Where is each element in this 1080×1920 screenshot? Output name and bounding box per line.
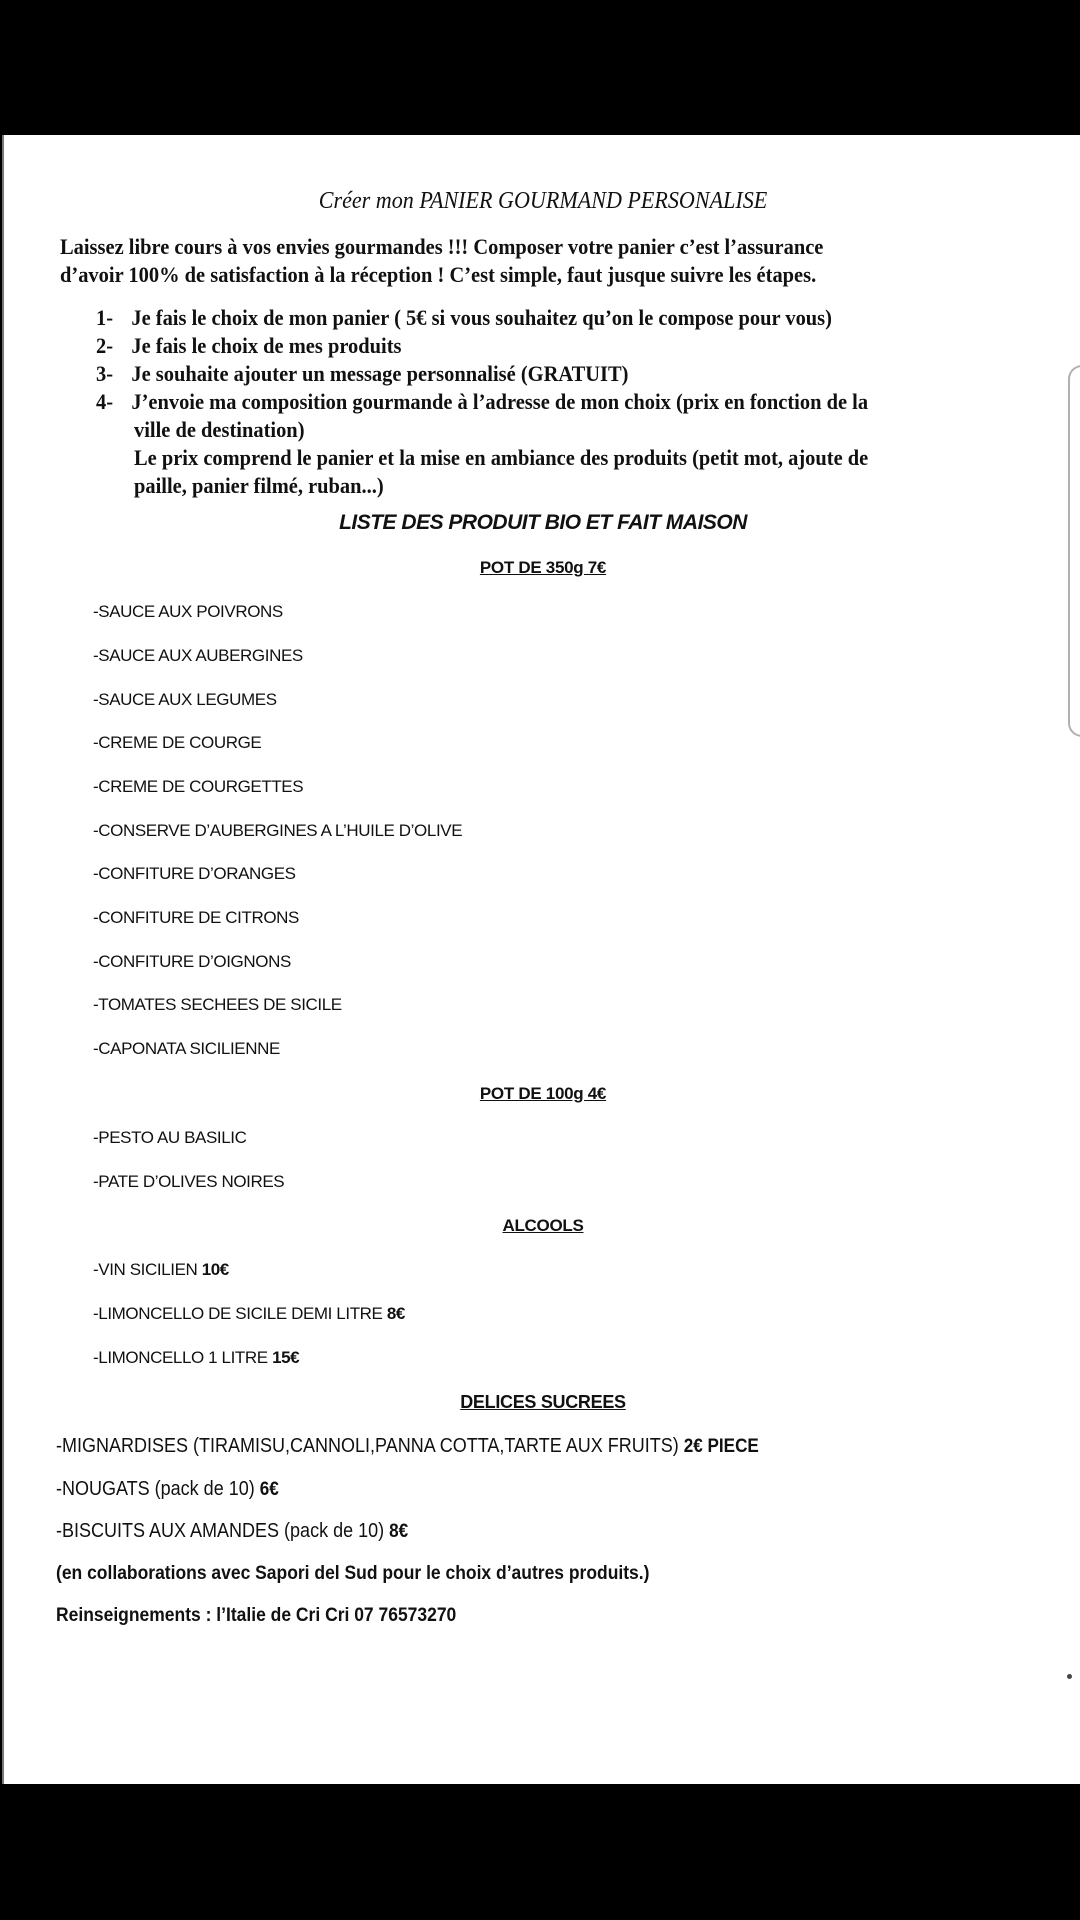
- step-text: Je fais le choix de mes produits: [131, 333, 402, 358]
- product-item: [56, 1520, 408, 1543]
- product-item: -PESTO AU BASILIC: [93, 1128, 247, 1147]
- product-item: [93, 1304, 405, 1324]
- intro-line-2: d’avoir 100% de satisfaction à la réception ! C’est simple, faut jusque suivre les étapes.: [60, 262, 817, 287]
- product-item: -SAUCE AUX LEGUMES: [93, 690, 277, 709]
- product-item: [56, 1478, 279, 1501]
- product-name: -NOUGATS (pack de 10): [56, 1478, 260, 1500]
- product-price: 15€: [272, 1348, 300, 1367]
- step-4-continuation-1: ville de destination): [134, 417, 305, 442]
- step-text: Je souhaite ajouter un message personnalisé (GRATUIT): [131, 361, 629, 386]
- contact-info: Reinseignements : l’Italie de Cri Cri 07 76573270: [56, 1605, 457, 1626]
- step-number: 2-: [96, 333, 114, 358]
- product-name: -LIMONCELLO DE SICILE DEMI LITRE: [93, 1304, 387, 1323]
- document-page: [2, 135, 1080, 1784]
- product-name: -BISCUITS AUX AMANDES (pack de 10): [56, 1520, 390, 1542]
- product-item: -SAUCE AUX AUBERGINES: [93, 646, 303, 665]
- product-item: -TOMATES SECHEES DE SICILE: [93, 995, 342, 1014]
- product-item: [93, 1260, 229, 1280]
- step-text: Je fais le choix de mon panier ( 5€ si vous souhaitez qu’on le compose pour vous): [131, 305, 832, 330]
- section-heading-delices-sucrees: DELICES SUCREES: [460, 1392, 626, 1412]
- product-item: -CREME DE COURGETTES: [93, 777, 304, 796]
- step-3: [96, 361, 628, 387]
- product-name: -VIN SICILIEN: [93, 1260, 202, 1279]
- section-heading-pot-350g: POT DE 350g 7€: [479, 558, 607, 577]
- step-number: 3-: [96, 361, 114, 386]
- intro-line-1: Laissez libre cours à vos envies gourmandes !!! Composer votre panier c’est l’assurance: [60, 234, 824, 259]
- document-title: Créer mon PANIER GOURMAND PERSONALISE: [318, 188, 768, 214]
- product-item: -CONFITURE D’OIGNONS: [93, 952, 291, 971]
- section-heading-pot-100g: POT DE 100g 4€: [479, 1084, 607, 1103]
- collaboration-note: (en collaborations avec Sapori del Sud pour le choix d’autres produits.): [56, 1563, 650, 1584]
- product-item: -SAUCE AUX POIVRONS: [93, 602, 283, 621]
- step-number: 4-: [96, 389, 114, 414]
- product-list-title: LISTE DES PRODUIT BIO ET FAIT MAISON: [339, 511, 747, 534]
- section-heading-alcools: ALCOOLS: [502, 1216, 584, 1235]
- step-4-continuation-2: Le prix comprend le panier et la mise en ambiance des produits (petit mot, ajoute de: [134, 445, 869, 470]
- product-item: -CONFITURE DE CITRONS: [93, 908, 299, 927]
- product-price: 10€: [201, 1260, 229, 1279]
- product-price: 8€: [389, 1521, 409, 1542]
- product-price: 8€: [386, 1304, 405, 1323]
- product-item: -CREME DE COURGE: [93, 733, 262, 752]
- step-4: [96, 389, 868, 415]
- product-item: -CONFITURE D’ORANGES: [93, 864, 296, 883]
- product-name: -MIGNARDISES (TIRAMISU,CANNOLI,PANNA COTTA,TARTE AUX FRUITS): [56, 1435, 684, 1457]
- product-item: [56, 1435, 759, 1458]
- product-price: 6€: [259, 1479, 279, 1500]
- page-indicator-dot: [1067, 1674, 1072, 1679]
- step-1: [96, 305, 832, 331]
- step-text: J’envoie ma composition gourmande à l’adresse de mon choix (prix en fonction de la: [131, 389, 869, 414]
- scroll-handle[interactable]: [1068, 365, 1080, 737]
- product-item: -CONSERVE D’AUBERGINES A L’HUILE D’OLIVE: [93, 821, 463, 840]
- product-item: [93, 1348, 299, 1368]
- product-item: -PATE D’OLIVES NOIRES: [93, 1172, 285, 1191]
- step-number: 1-: [96, 305, 114, 330]
- product-name: -LIMONCELLO 1 LITRE: [93, 1348, 273, 1367]
- product-item: -CAPONATA SICILIENNE: [93, 1039, 280, 1058]
- step-2: [96, 333, 401, 359]
- product-price: 2€ PIECE: [683, 1436, 759, 1457]
- step-4-continuation-3: paille, panier filmé, ruban...): [134, 473, 384, 498]
